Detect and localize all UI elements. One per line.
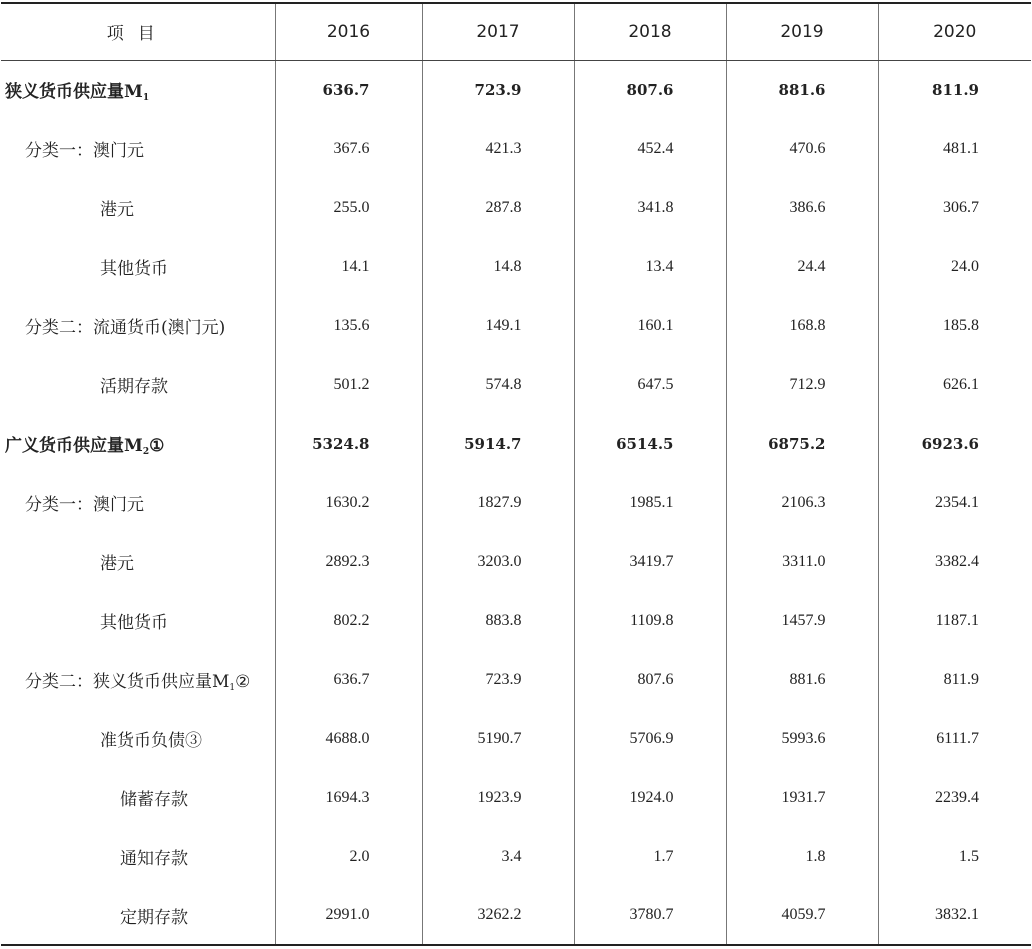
table-row <box>1 532 1031 591</box>
table-row <box>1 473 1031 532</box>
row-label-footnote-mark: ① <box>149 435 165 456</box>
row-label: 分类一：澳门元 <box>25 141 144 161</box>
value-cell-2016: 2892.3 <box>275 532 422 591</box>
value-cell-2018: 807.6 <box>574 650 726 709</box>
value-cell-2018: 1985.1 <box>574 473 726 532</box>
value-cell-2018: 3780.7 <box>574 886 726 945</box>
value-cell-2016: 501.2 <box>275 355 422 414</box>
value-cell-2020: 6111.7 <box>878 709 1031 768</box>
value-cell-2020: 24.0 <box>878 237 1031 296</box>
value-cell-2018: 3419.7 <box>574 532 726 591</box>
value-cell-2020: 626.1 <box>878 355 1031 414</box>
table-row <box>1 237 1031 296</box>
value-cell-2017: 14.8 <box>422 237 574 296</box>
value-cell-2018: 452.4 <box>574 119 726 178</box>
table-row <box>1 296 1031 355</box>
value-cell-2018: 1.7 <box>574 827 726 886</box>
value-cell-2018: 6514.5 <box>574 414 726 473</box>
value-cell-2018: 5706.9 <box>574 709 726 768</box>
header-item: 项目 <box>1 3 275 60</box>
row-label: 港元 <box>100 554 134 574</box>
value-cell-2017: 1923.9 <box>422 768 574 827</box>
value-cell-2016: 1694.3 <box>275 768 422 827</box>
value-cell-2019: 6875.2 <box>726 414 878 473</box>
header-year: 2020 <box>878 3 1031 60</box>
row-label: 储蓄存款 <box>120 790 188 810</box>
value-cell-2017: 149.1 <box>422 296 574 355</box>
value-cell-2017: 3203.0 <box>422 532 574 591</box>
row-label-cell <box>1 768 275 827</box>
value-cell-2020: 3832.1 <box>878 886 1031 945</box>
table-row <box>1 886 1031 945</box>
value-cell-2020: 2354.1 <box>878 473 1031 532</box>
row-label: 定期存款 <box>120 907 188 928</box>
value-cell-2019: 3311.0 <box>726 532 878 591</box>
row-label: 分类二：狭义货币供应量M <box>25 671 230 692</box>
row-label-subscript: 2 <box>142 446 150 457</box>
table-row <box>1 591 1031 650</box>
value-cell-2019: 881.6 <box>726 60 878 119</box>
value-cell-2020: 811.9 <box>878 650 1031 709</box>
value-cell-2017: 421.3 <box>422 119 574 178</box>
value-cell-2020: 185.8 <box>878 296 1031 355</box>
row-label-cell <box>1 650 275 709</box>
value-cell-2018: 1109.8 <box>574 591 726 650</box>
value-cell-2020: 2239.4 <box>878 768 1031 827</box>
value-cell-2019: 4059.7 <box>726 886 878 945</box>
row-label: 狭义货币供应量M <box>5 81 143 102</box>
row-label-cell <box>1 709 275 768</box>
row-label-subscript: 1 <box>229 682 236 693</box>
row-label: 活期存款 <box>100 377 168 397</box>
value-cell-2018: 341.8 <box>574 178 726 237</box>
value-cell-2016: 2.0 <box>275 827 422 886</box>
value-cell-2020: 6923.6 <box>878 414 1031 473</box>
value-cell-2020: 306.7 <box>878 178 1031 237</box>
value-cell-2017: 5190.7 <box>422 709 574 768</box>
row-label: 其他货币 <box>100 613 168 633</box>
money-supply-table <box>1 2 1031 946</box>
row-label-cell <box>1 355 275 414</box>
value-cell-2017: 574.8 <box>422 355 574 414</box>
row-label: 其他货币 <box>100 259 168 279</box>
value-cell-2016: 5324.8 <box>275 414 422 473</box>
table-row <box>1 60 1031 119</box>
header-year: 2018 <box>574 3 726 60</box>
value-cell-2018: 1924.0 <box>574 768 726 827</box>
header-year: 2016 <box>275 3 422 60</box>
value-cell-2016: 636.7 <box>275 60 422 119</box>
table-row <box>1 827 1031 886</box>
value-cell-2017: 1827.9 <box>422 473 574 532</box>
value-cell-2016: 367.6 <box>275 119 422 178</box>
value-cell-2016: 802.2 <box>275 591 422 650</box>
value-cell-2016: 255.0 <box>275 178 422 237</box>
row-label-cell <box>1 827 275 886</box>
value-cell-2019: 168.8 <box>726 296 878 355</box>
row-label: 分类一：澳门元 <box>25 495 144 515</box>
value-cell-2017: 883.8 <box>422 591 574 650</box>
value-cell-2016: 636.7 <box>275 650 422 709</box>
table-row <box>1 414 1031 473</box>
table-row <box>1 355 1031 414</box>
value-cell-2018: 647.5 <box>574 355 726 414</box>
row-label-cell <box>1 532 275 591</box>
table-row <box>1 650 1031 709</box>
row-label: 港元 <box>100 200 134 220</box>
table-row <box>1 709 1031 768</box>
row-label: 准货币负债③ <box>100 731 202 751</box>
value-cell-2018: 13.4 <box>574 237 726 296</box>
value-cell-2020: 3382.4 <box>878 532 1031 591</box>
table-row <box>1 178 1031 237</box>
row-label: 分类二：流通货币(澳门元) <box>25 318 226 338</box>
value-cell-2019: 1.8 <box>726 827 878 886</box>
document-page <box>0 2 1032 949</box>
row-label-cell <box>1 591 275 650</box>
value-cell-2017: 287.8 <box>422 178 574 237</box>
row-label-cell <box>1 296 275 355</box>
value-cell-2020: 1187.1 <box>878 591 1031 650</box>
row-label-cell <box>1 473 275 532</box>
row-label-cell <box>1 119 275 178</box>
value-cell-2016: 1630.2 <box>275 473 422 532</box>
value-cell-2017: 5914.7 <box>422 414 574 473</box>
value-cell-2020: 481.1 <box>878 119 1031 178</box>
header-year: 2019 <box>726 3 878 60</box>
value-cell-2020: 1.5 <box>878 827 1031 886</box>
row-label: 通知存款 <box>120 849 188 869</box>
value-cell-2019: 386.6 <box>726 178 878 237</box>
header-year: 2017 <box>422 3 574 60</box>
row-label-cell <box>1 414 275 473</box>
row-label-subscript: 1 <box>142 92 150 103</box>
value-cell-2019: 24.4 <box>726 237 878 296</box>
row-label-cell <box>1 60 275 119</box>
value-cell-2019: 1457.9 <box>726 591 878 650</box>
table-body <box>1 60 1031 945</box>
value-cell-2020: 811.9 <box>878 60 1031 119</box>
table-row <box>1 119 1031 178</box>
header-row <box>1 3 1031 60</box>
row-label-cell <box>1 178 275 237</box>
value-cell-2016: 2991.0 <box>275 886 422 945</box>
value-cell-2019: 881.6 <box>726 650 878 709</box>
value-cell-2017: 723.9 <box>422 60 574 119</box>
value-cell-2019: 5993.6 <box>726 709 878 768</box>
row-label-cell <box>1 237 275 296</box>
row-label: 广义货币供应量M <box>5 435 143 456</box>
value-cell-2016: 4688.0 <box>275 709 422 768</box>
value-cell-2018: 807.6 <box>574 60 726 119</box>
value-cell-2019: 470.6 <box>726 119 878 178</box>
value-cell-2017: 3.4 <box>422 827 574 886</box>
row-label-footnote-mark: ② <box>235 671 251 692</box>
value-cell-2018: 160.1 <box>574 296 726 355</box>
value-cell-2017: 723.9 <box>422 650 574 709</box>
value-cell-2019: 712.9 <box>726 355 878 414</box>
value-cell-2019: 2106.3 <box>726 473 878 532</box>
table-row <box>1 768 1031 827</box>
value-cell-2017: 3262.2 <box>422 886 574 945</box>
row-label-cell <box>1 886 275 945</box>
value-cell-2016: 135.6 <box>275 296 422 355</box>
value-cell-2019: 1931.7 <box>726 768 878 827</box>
value-cell-2016: 14.1 <box>275 237 422 296</box>
